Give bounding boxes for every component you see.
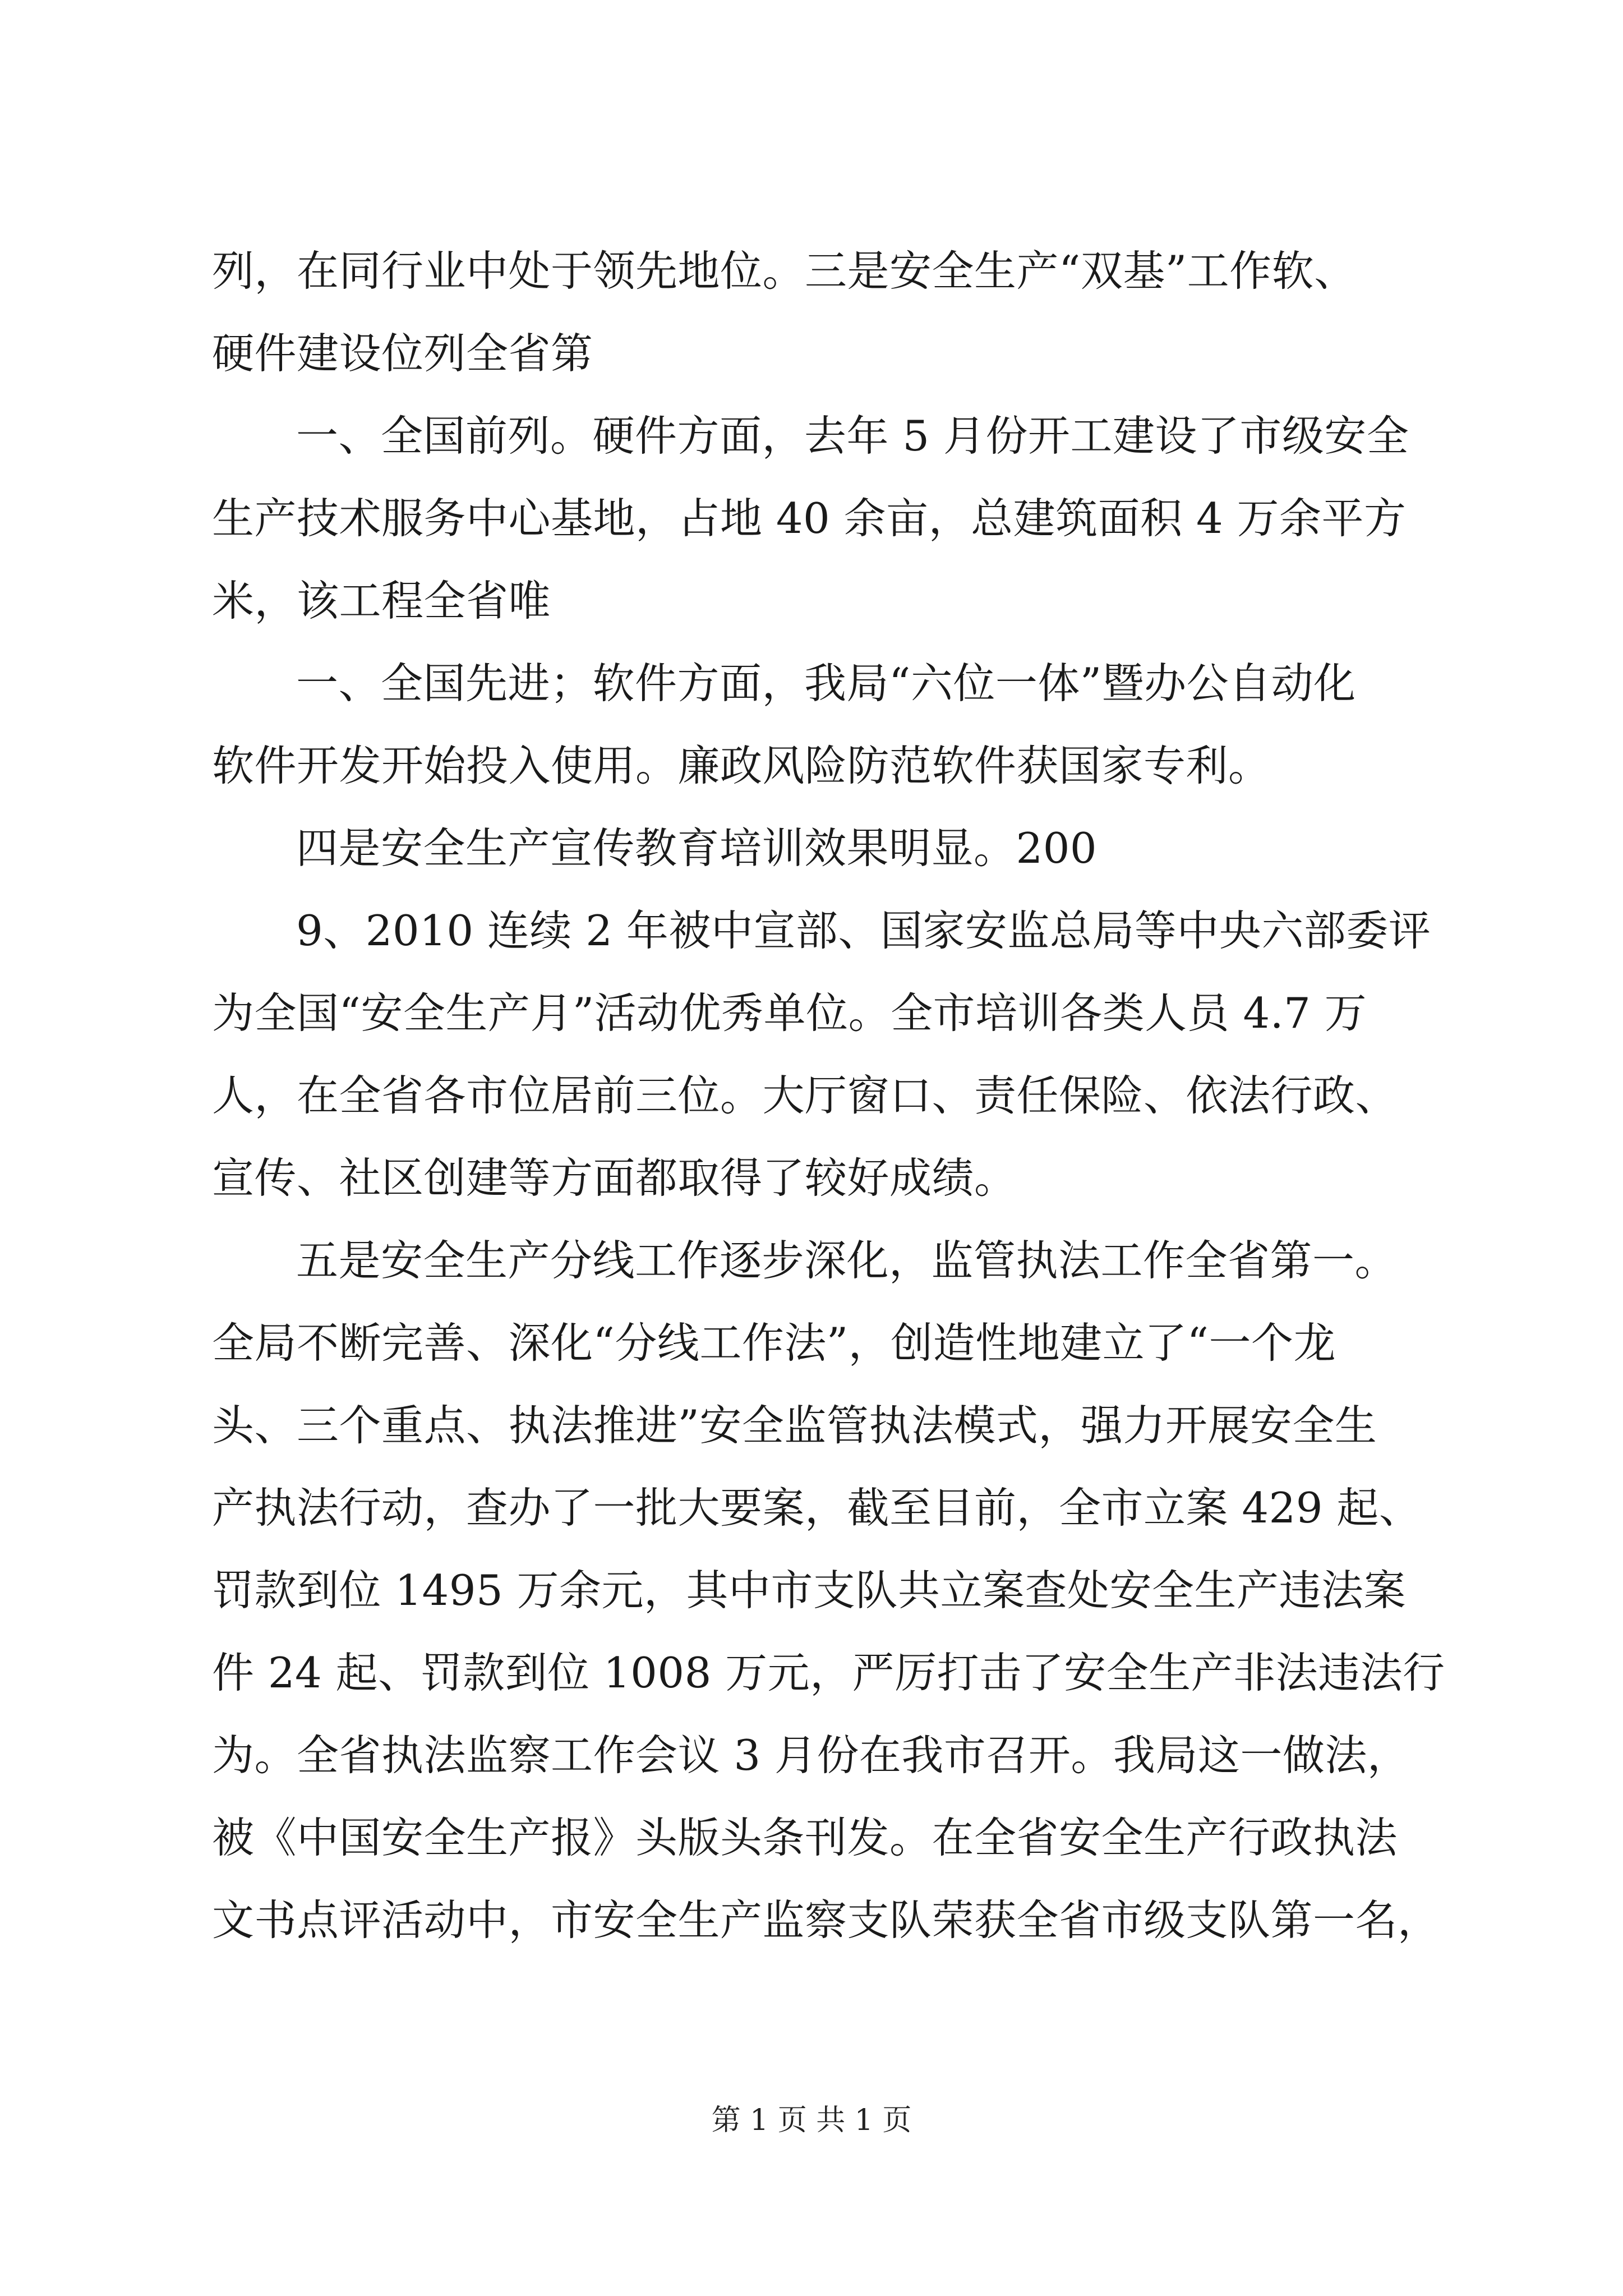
document-body bbox=[212, 230, 1445, 1962]
page-footer: 第 1 页 共 1 页 bbox=[711, 2104, 912, 2137]
text-line: 宣传、社区创建等方面都取得了较好成绩。 bbox=[212, 1153, 1017, 1203]
paragraph bbox=[212, 230, 1412, 395]
text-line: 产执法行动，查办了一批大要案，截至目前，全市立案 429 起、 bbox=[212, 1483, 1422, 1533]
text-line: 文书点评活动中，市安全生产监察支队荣获全省市级支队第一名， bbox=[212, 1895, 1440, 1945]
text-line: 人，在全省各市位居前三位。大厅窗口、责任保险、依法行政、 bbox=[212, 1071, 1398, 1120]
paragraph bbox=[212, 395, 1412, 642]
paragraph bbox=[212, 807, 1412, 890]
text-line: 五是安全生产分线工作逐步深化，监管执法工作全省第一。 bbox=[296, 1236, 1398, 1285]
paragraph bbox=[212, 1220, 1445, 1962]
text-line: 四是安全生产宣传教育培训效果明显。200 bbox=[296, 823, 1098, 873]
text-line: 软件开发开始投入使用。廉政风险防范软件获国家专利。 bbox=[212, 741, 1271, 790]
text-line: 全局不断完善、深化“分线工作法”，创造性地建立了“一个龙 bbox=[212, 1318, 1336, 1368]
text-line: 一、全国先进；软件方面，我局“六位一体”暨办公自动化 bbox=[296, 659, 1356, 708]
paragraph bbox=[212, 890, 1431, 1220]
text-line: 一、全国前列。硬件方面，去年 5 月份开工建设了市级安全 bbox=[296, 411, 1409, 461]
text-line: 9、2010 连续 2 年被中宣部、国家安监总局等中央六部委评 bbox=[296, 906, 1431, 955]
text-line: 头、三个重点、执法推进”安全监管执法模式，强力开展安全生 bbox=[212, 1401, 1377, 1450]
text-line: 米，该工程全省唯 bbox=[212, 576, 551, 625]
text-line: 列，在同行业中处于领先地位。三是安全生产“双基”工作软、 bbox=[212, 246, 1357, 296]
text-line: 为全国“安全生产月”活动优秀单位。全市培训各类人员 4.7 万 bbox=[212, 988, 1367, 1038]
text-line: 硬件建设位列全省第 bbox=[212, 329, 593, 378]
text-line: 生产技术服务中心基地，占地 40 余亩，总建筑面积 4 万余平方 bbox=[212, 494, 1407, 543]
text-line: 件 24 起、罚款到位 1008 万元，严厉打击了安全生产非法违法行 bbox=[212, 1648, 1445, 1697]
text-line: 为。全省执法监察工作会议 3 月份在我市召开。我局这一做法， bbox=[212, 1731, 1410, 1780]
text-line: 罚款到位 1495 万余元，其中市支队共立案查处安全生产违法案 bbox=[212, 1566, 1407, 1615]
paragraph bbox=[212, 642, 1412, 807]
text-line: 被《中国安全生产报》头版头条刊发。在全省安全生产行政执法 bbox=[212, 1813, 1398, 1862]
